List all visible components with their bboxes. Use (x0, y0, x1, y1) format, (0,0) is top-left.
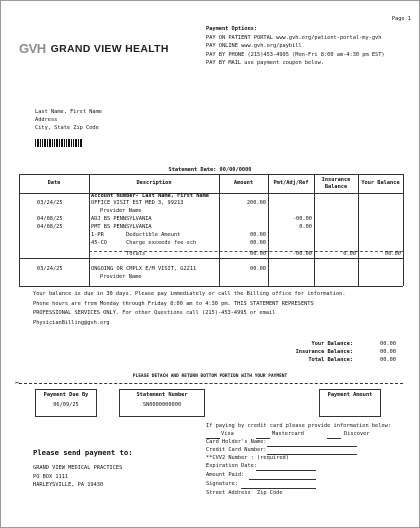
card-type-mastercard[interactable]: Mastercard (272, 431, 304, 437)
col-header-pmt-adj-ref: Pmt/Adj/Ref (273, 180, 309, 187)
notice-line: Phone hours are from Monday through Friday 8:00 am to 4:30 pm. THIS STATEMENT REPRESENTS (33, 300, 314, 307)
recipient-name: Last Name, First Name (35, 109, 102, 115)
totals-insurance: 0.00 (343, 251, 356, 257)
row-date: 03/24/25 (37, 200, 63, 206)
totals-your: 00.00 (385, 251, 401, 257)
detach-instruction: PLEASE DETACH AND RETURN BOTTOM PORTION WITH YOUR PAYMENT (132, 374, 288, 379)
account-header: Account Number- Last Name, First Name (91, 193, 209, 199)
recipient-street: Address (35, 117, 58, 124)
notice-line: PROFESSIONAL SERVICES ONLY. For other Questions call (215)-453-4995 or email (33, 310, 276, 316)
amount-paid-field[interactable] (249, 479, 316, 480)
notice-line: Your balance is due in 30 days. Please pay immediately or call the Billing office for information. (33, 291, 346, 297)
statement-number-value: SN0000000000 (142, 401, 182, 408)
amount-paid-label: Amount Paid: (206, 472, 245, 478)
total-balance-value: 00.00 (380, 357, 396, 363)
remit-address-line: GRAND VIEW MEDICAL PRACTICES (33, 465, 123, 471)
row-description: 1-PR Deductible Amount (91, 232, 181, 238)
payment-option-phone: PAY BY PHONE (215)453-4995 (Mon-Fri 8:00 am-4:30 pm EST) (206, 51, 385, 58)
totals-pmt: -00.00 (292, 251, 312, 257)
payment-amount-label: Payment Amount (327, 392, 373, 398)
row-amount: 00.00 (250, 266, 266, 272)
notice-email: PhysicianBilling@gvh.org (33, 319, 110, 326)
card-type-visa[interactable]: Visa (221, 431, 234, 437)
your-balance-value: 00.00 (380, 341, 396, 347)
row-date: 04/08/25 (37, 224, 63, 230)
row-amount: 00.00 (250, 232, 266, 238)
expiration-label: Expiration Date: (206, 463, 258, 469)
row-date: 03/24/25 (37, 266, 63, 272)
col-header-description: Description (136, 180, 172, 187)
insurance-balance-label: Insurance Balance: (295, 349, 353, 355)
row-amount: 200.00 (246, 200, 266, 206)
payment-option-online: PAY ONLINE www.gvh.org/paybill (206, 43, 302, 50)
card-holder-label: Card Holder's Name: (206, 439, 267, 445)
logo-mark: GVH (19, 41, 46, 56)
totals-amount: 00.00 (250, 251, 266, 257)
totals-label: Totals (126, 251, 146, 257)
payment-amount-box[interactable] (319, 389, 381, 417)
expiration-field[interactable] (256, 470, 316, 471)
brand-logo (19, 41, 169, 57)
card-number-label: Credit Card Number: (206, 447, 267, 453)
col-header-date: Date (47, 180, 61, 187)
your-balance-label: Your Balance: (311, 341, 353, 347)
row-provider: Provider Name (100, 208, 142, 214)
card-type-discover[interactable]: Discover (344, 431, 370, 437)
row-date: 04/08/25 (37, 216, 63, 222)
row-description: PMT BS PENNSYLVANIA (91, 224, 152, 230)
row-pmt: 0.00 (299, 224, 312, 230)
statement-number-label: Statement Number (136, 392, 188, 398)
payment-due-value: 06/09/25 (53, 401, 79, 408)
signature-label: Signature: (206, 481, 238, 487)
card-holder-field[interactable] (267, 446, 357, 447)
statement-number-box (119, 389, 205, 417)
payment-due-box (35, 389, 97, 417)
statement-date: Statement Date: 00/00/0000 (168, 167, 252, 173)
scissors-icon: ✂ (15, 379, 20, 387)
cvv-label: **CVV2 Number : (required) (206, 455, 289, 461)
row-amount: 00.00 (250, 240, 266, 246)
col-header-amount: Amount (233, 180, 254, 187)
payment-options-title: Payment Options: (206, 26, 258, 32)
row-description: ONGOING OR CMPLX E/M VISIT, G2211 (91, 266, 197, 272)
row-pmt: -00.00 (292, 216, 312, 222)
card-intro: If paying by credit card please provide information below: (206, 423, 391, 429)
payment-options (206, 26, 385, 69)
col-header-insurance-balance: Insurance Balance (321, 176, 351, 190)
recipient-address (35, 109, 102, 134)
payment-option-portal: PAY ON PATIENT PORTAL www.gvh.org/patient-portal-my-gvh (206, 34, 382, 41)
street-zip-label: Street Address Zip Code (206, 490, 283, 496)
recipient-city: City, State Zip Code (35, 125, 99, 132)
send-payment-heading: Please send payment to: (33, 448, 133, 457)
payment-due-label: Payment Due By (43, 392, 89, 398)
notice-text (33, 291, 346, 329)
row-provider: Provider Name (100, 274, 142, 280)
signature-field[interactable] (241, 488, 316, 489)
row-description: OFFICE VISIT EST MED 3, 99213 (91, 200, 184, 206)
total-balance-label: Total Balance: (308, 357, 353, 363)
remit-address-line: PO BOX 1111 (33, 473, 69, 480)
remit-address-line: HARLEYSVILLE, PA 19430 (33, 482, 104, 488)
postal-barcode (35, 139, 89, 147)
brand-name: GRAND VIEW HEALTH (50, 42, 169, 55)
row-description: ADJ BS PENNSYLVANIA (91, 216, 152, 222)
remit-address (33, 465, 122, 491)
page-number: Page 1 (391, 16, 411, 22)
payment-option-mail: PAY BY MAIL use payment coupon below. (206, 60, 324, 67)
col-header-your-balance: Your Balance (361, 180, 400, 187)
row-description: 45-CO Charge exceeds fee sch (91, 240, 197, 246)
insurance-balance-value: 00.00 (380, 349, 396, 355)
